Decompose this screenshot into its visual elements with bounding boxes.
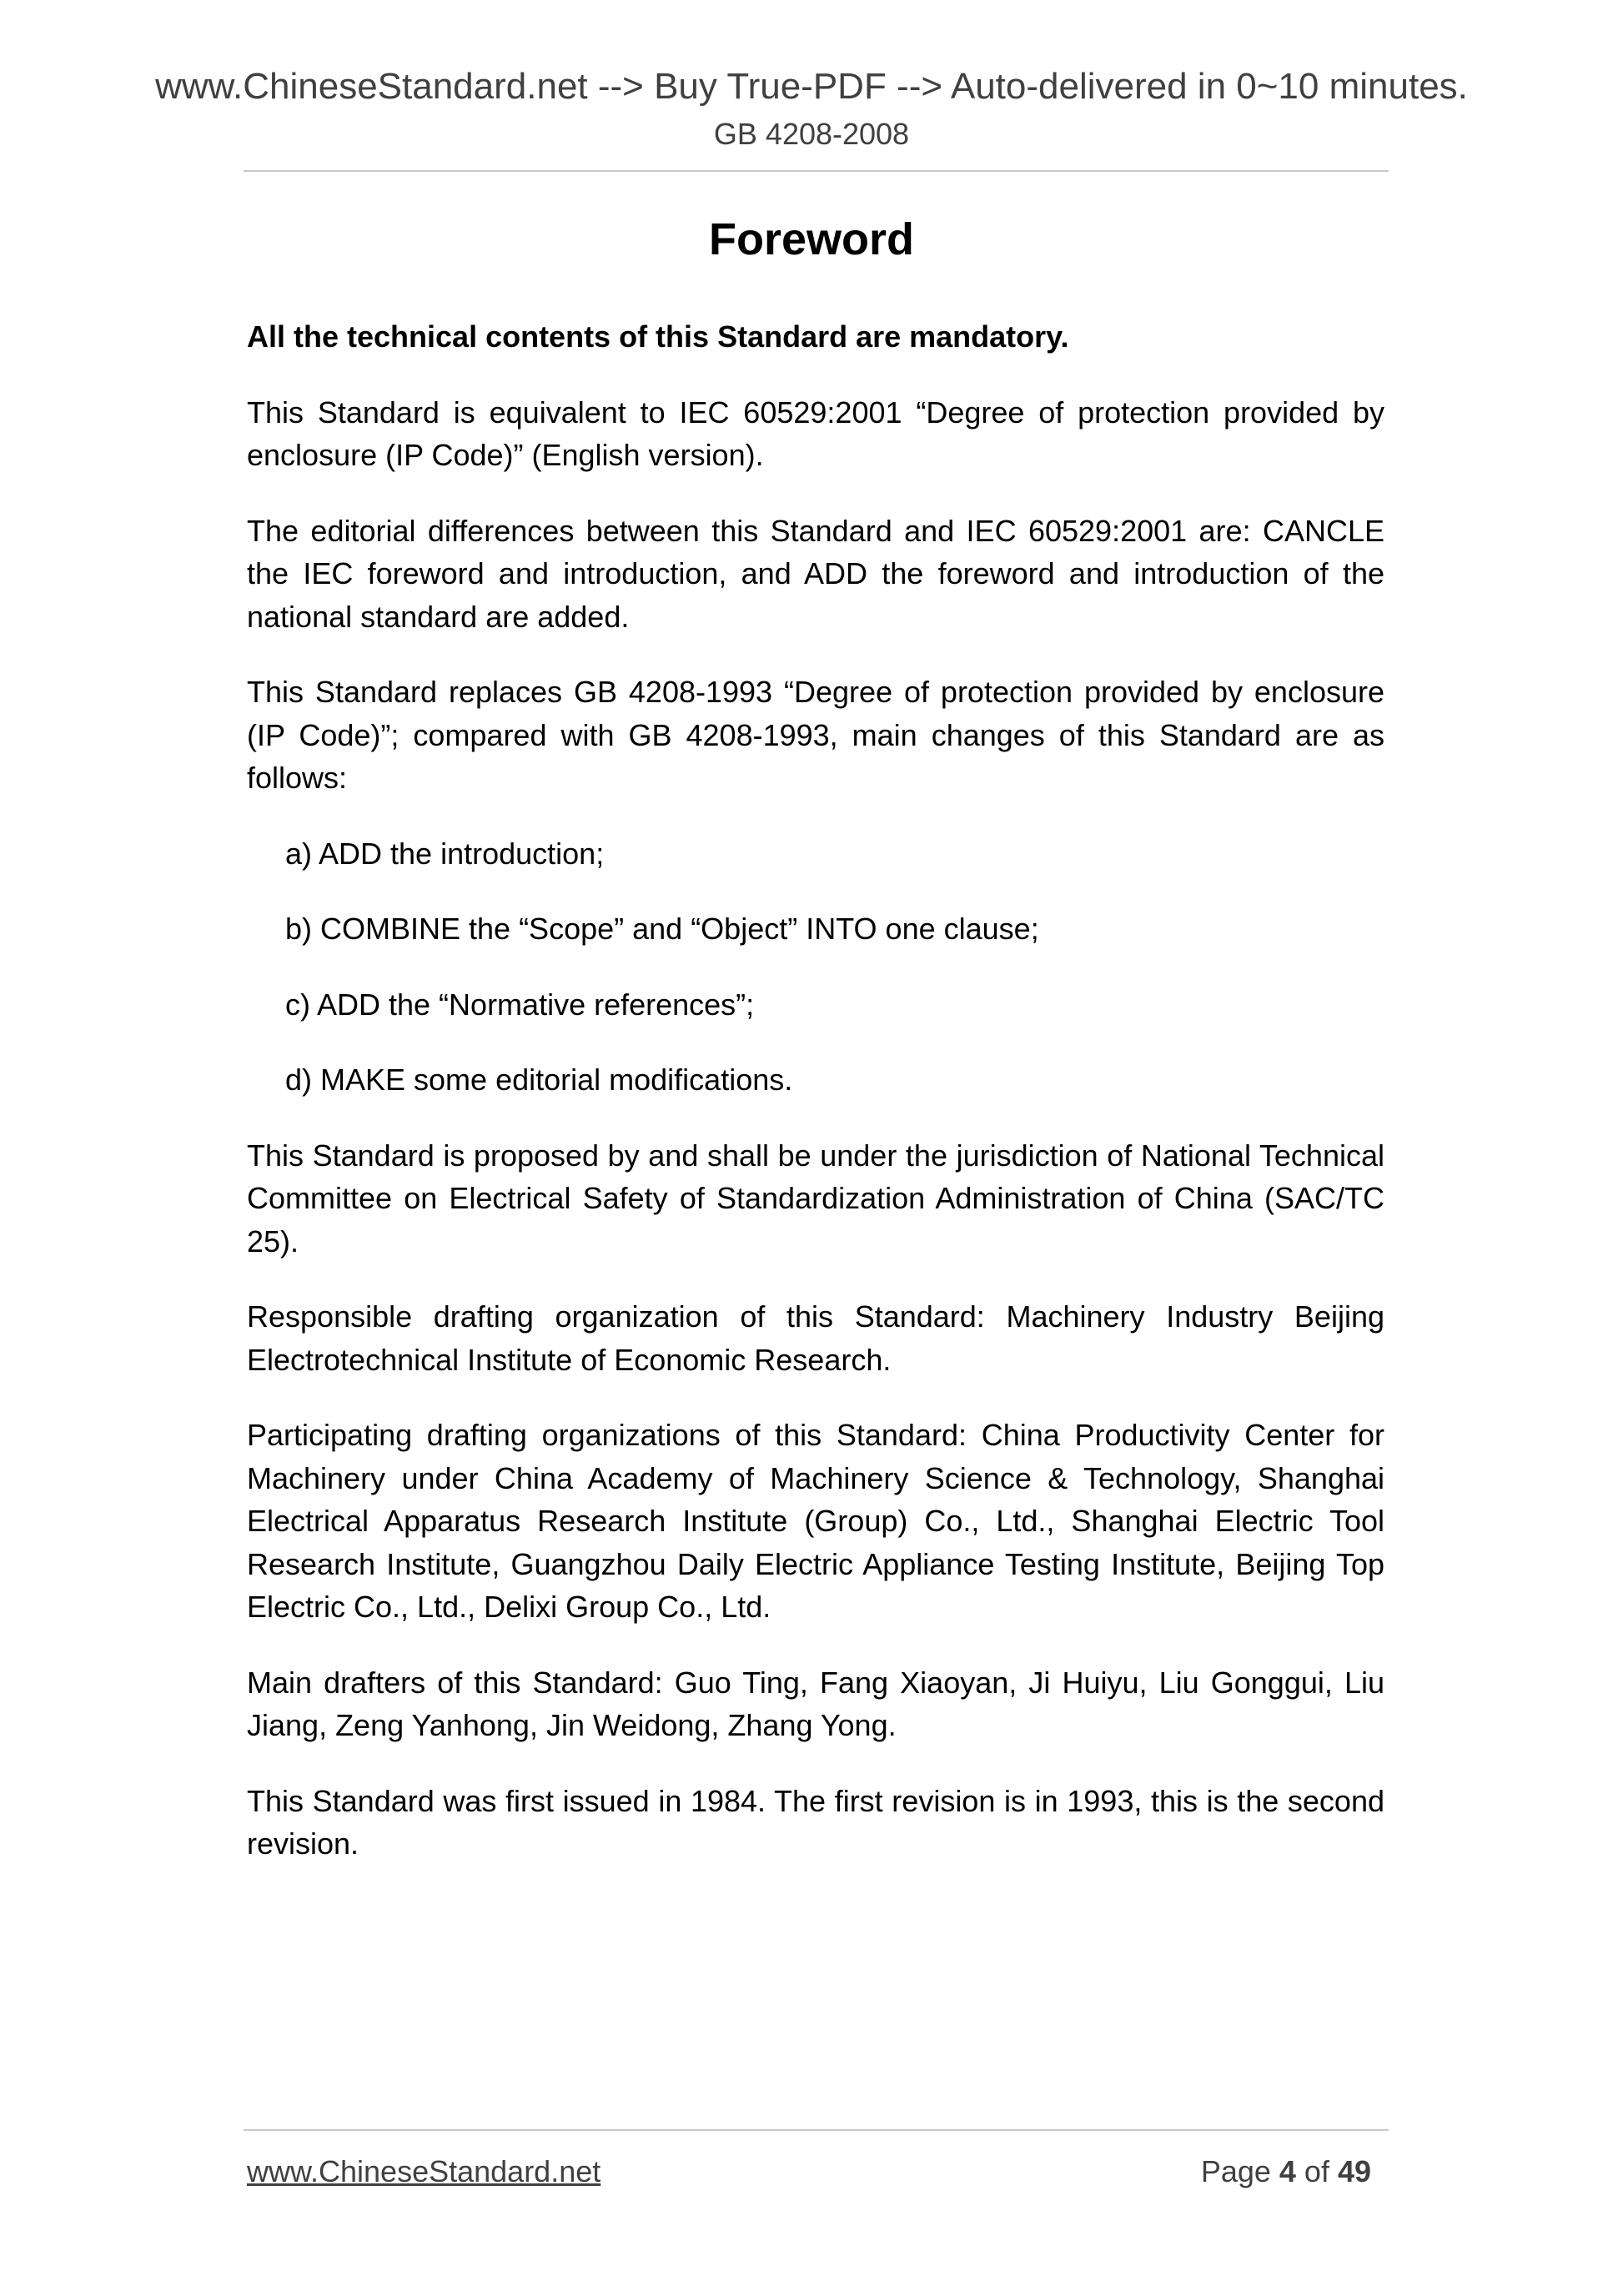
page-current: 4 (1279, 2154, 1296, 2188)
drafters-paragraph: Main drafters of this Standard: Guo Ting, Fang Xiaoyan, Ji Huiyu, Liu Gonggui, Liu Jiang, Zeng Yanhong, Jin Weidong, Zhang Yong. (247, 1665, 1384, 1742)
responsible-organization-paragraph: Responsible drafting organization of this Standard: Machinery Industry Beijing Electrotechnical Institute of Economic Research. (247, 1299, 1384, 1377)
header-standard-number: GB 4208-2008 (713, 117, 910, 151)
issue-history-paragraph: This Standard was first issued in 1984. The first revision is in 1993, this is the second revision. (247, 1783, 1384, 1861)
header-banner: www.ChineseStandard.net --> Buy True-PDF --> Auto-delivered in 0~10 minutes. (155, 66, 1468, 107)
change-item-d: d) MAKE some editorial modifications. (285, 1063, 793, 1097)
page-of: of (1295, 2154, 1338, 2188)
header-divider (244, 170, 1389, 172)
equivalence-paragraph: This Standard is equivalent to IEC 60529:2001 “Degree of protection provided by enclosure (IP Code)” (English version). (247, 394, 1384, 472)
foreword-body (247, 315, 1384, 1898)
change-item-b: b) COMBINE the “Scope” and “Object” INTO one clause; (285, 912, 1039, 946)
change-item-a: a) ADD the introduction; (285, 836, 605, 871)
page-number (1201, 2153, 1371, 2190)
footer-website-link[interactable]: www.ChineseStandard.net (247, 2154, 601, 2188)
footer-divider (244, 2129, 1389, 2131)
replacement-paragraph: This Standard replaces GB 4208-1993 “Degree of protection provided by enclosure (IP Code)”; compared with GB 4208-1993, main changes of this Standard are as follows: (247, 675, 1384, 795)
participating-organizations-paragraph: Participating drafting organizations of this Standard: China Productivity Center for Machinery under China Academy of Machinery Science & Technology, Shanghai Electrical Apparatus Research Institute (Group) Co., Ltd., Shanghai Electric Tool Research Institute, Guangzhou Daily Electric Appliance Testing Institute, Beijing Top Electric Co., Ltd., Delixi Group Co., Ltd. (247, 1418, 1384, 1624)
mandatory-statement: All the technical contents of this Standard are mandatory. (247, 319, 1069, 354)
page-prefix: Page (1200, 2154, 1279, 2188)
page-title: Foreword (708, 214, 914, 264)
page-total: 49 (1337, 2154, 1371, 2188)
editorial-differences-paragraph: The editorial differences between this Standard and IEC 60529:2001 are: CANCLE the IEC foreword and introduction, and ADD the foreword and introduction of the national standard are added. (247, 513, 1384, 634)
change-item-c: c) ADD the “Normative references”; (285, 987, 755, 1022)
jurisdiction-paragraph: This Standard is proposed by and shall be under the jurisdiction of National Technical Committee on Electrical Safety of Standardization Administration of China (SAC/TC 25). (247, 1138, 1384, 1259)
